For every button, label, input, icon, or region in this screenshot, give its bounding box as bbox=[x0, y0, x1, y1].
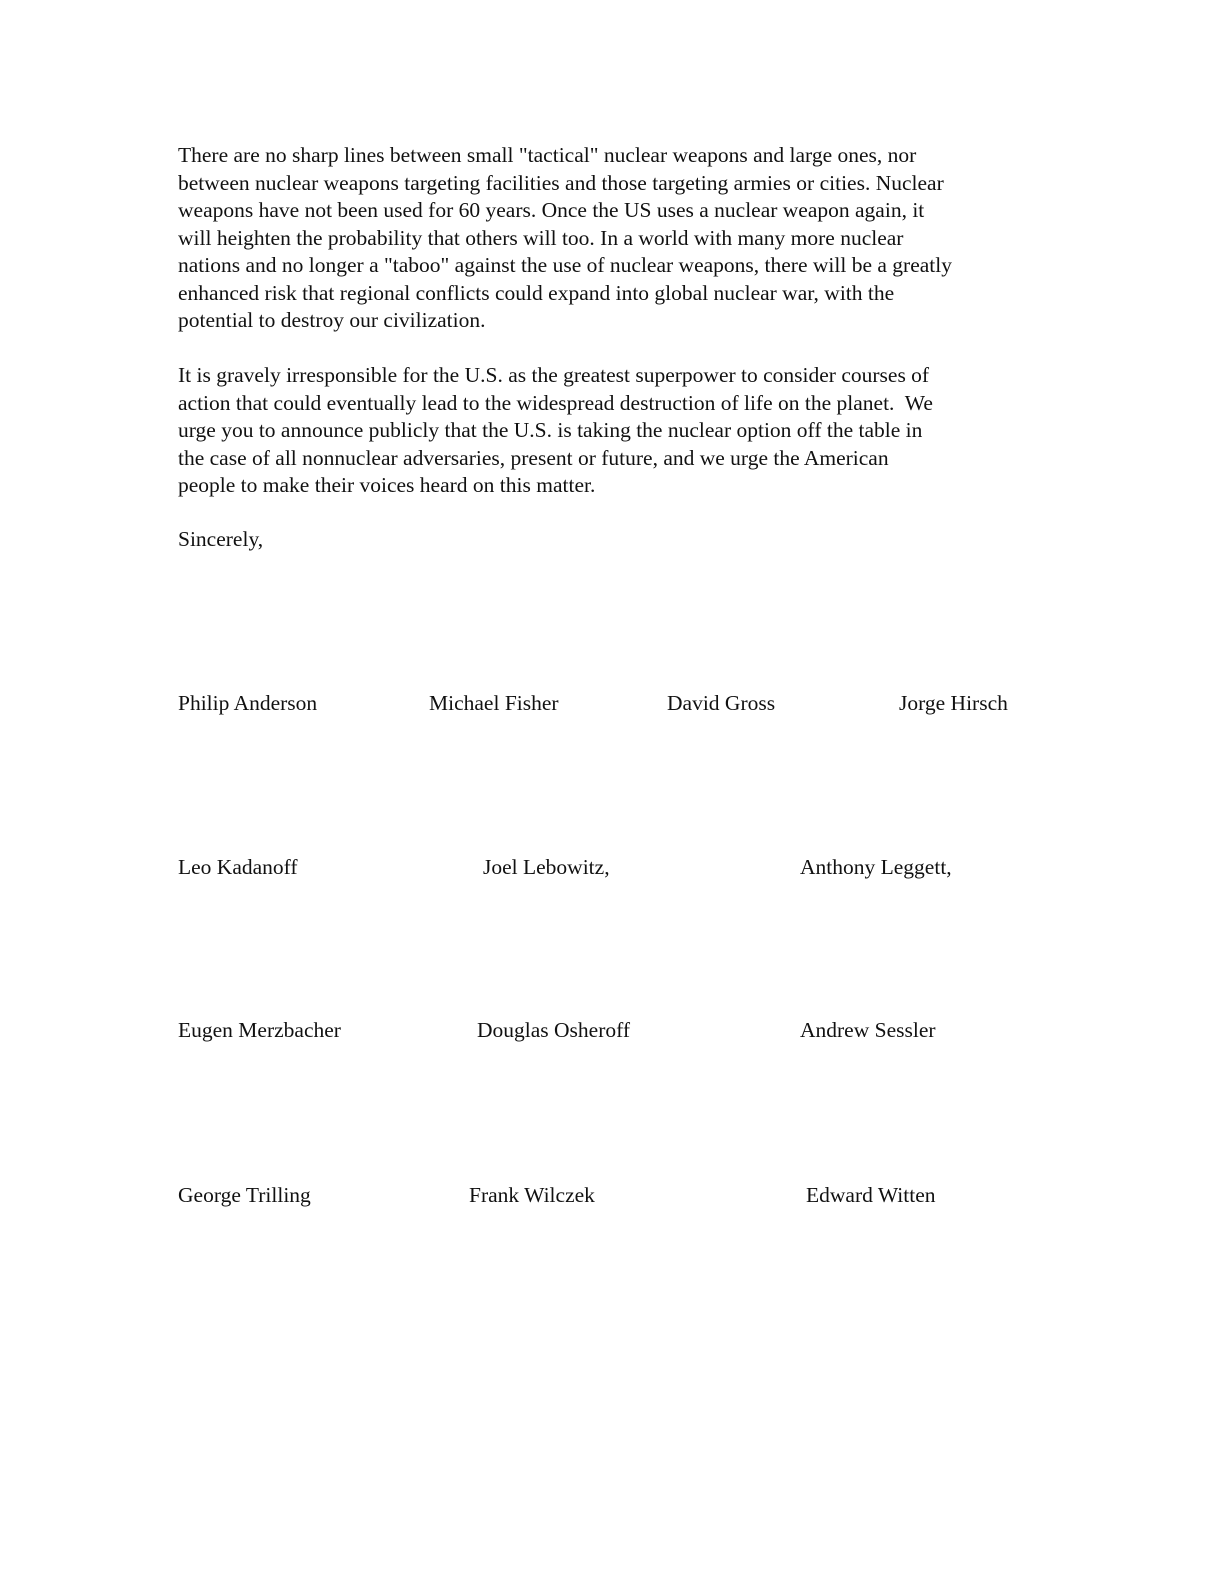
paragraph-line: between nuclear weapons targeting facilities and those targeting armies or cities. Nuclear bbox=[178, 170, 944, 195]
paragraph-1 bbox=[178, 142, 1058, 335]
paragraph-line: It is gravely irresponsible for the U.S. as the greatest superpower to consider courses of bbox=[178, 363, 930, 387]
signatory-name: Anthony Leggett, bbox=[800, 855, 952, 879]
signatory-name: Michael Fisher bbox=[429, 691, 559, 715]
signatory-name: Frank Wilczek bbox=[469, 1183, 595, 1207]
paragraph-2 bbox=[178, 362, 1058, 500]
signatory-name: Andrew Sessler bbox=[800, 1018, 936, 1042]
paragraph-line: weapons have not been used for 60 years. Once the US uses a nuclear weapon again, it bbox=[178, 198, 925, 222]
signatory-name: Joel Lebowitz, bbox=[483, 855, 610, 879]
signatory-name: George Trilling bbox=[178, 1183, 311, 1207]
paragraph-line: potential to destroy our civilization. bbox=[178, 308, 486, 332]
paragraph-line: action that could eventually lead to the widespread destruction of life on the planet. We bbox=[178, 390, 933, 415]
paragraph-line: urge you to announce publicly that the U.S. is taking the nuclear option off the table in bbox=[178, 418, 923, 442]
signatory-name: Jorge Hirsch bbox=[899, 691, 1008, 715]
paragraph-line: the case of all nonnuclear adversaries, present or future, and we urge the American bbox=[178, 445, 889, 470]
signatory-name: David Gross bbox=[667, 691, 776, 715]
paragraph-line: There are no sharp lines between small "tactical" nuclear weapons and large ones, nor bbox=[178, 143, 917, 167]
signatory-name: Philip Anderson bbox=[178, 691, 318, 715]
paragraph-line: people to make their voices heard on this matter. bbox=[178, 473, 596, 497]
signatory-name: Edward Witten bbox=[806, 1183, 936, 1207]
signatory-name: Douglas Osheroff bbox=[477, 1018, 631, 1042]
paragraph-line: enhanced risk that regional conflicts could expand into global nuclear war, with the bbox=[178, 280, 895, 305]
signatory-name: Leo Kadanoff bbox=[178, 855, 298, 879]
paragraph-line: nations and no longer a "taboo" against the use of nuclear weapons, there will be a greatly bbox=[178, 253, 952, 277]
paragraph-line: will heighten the probability that others will too. In a world with many more nuclear bbox=[178, 225, 904, 250]
signatory-name: Eugen Merzbacher bbox=[178, 1018, 341, 1042]
closing-salutation: Sincerely, bbox=[178, 527, 264, 551]
